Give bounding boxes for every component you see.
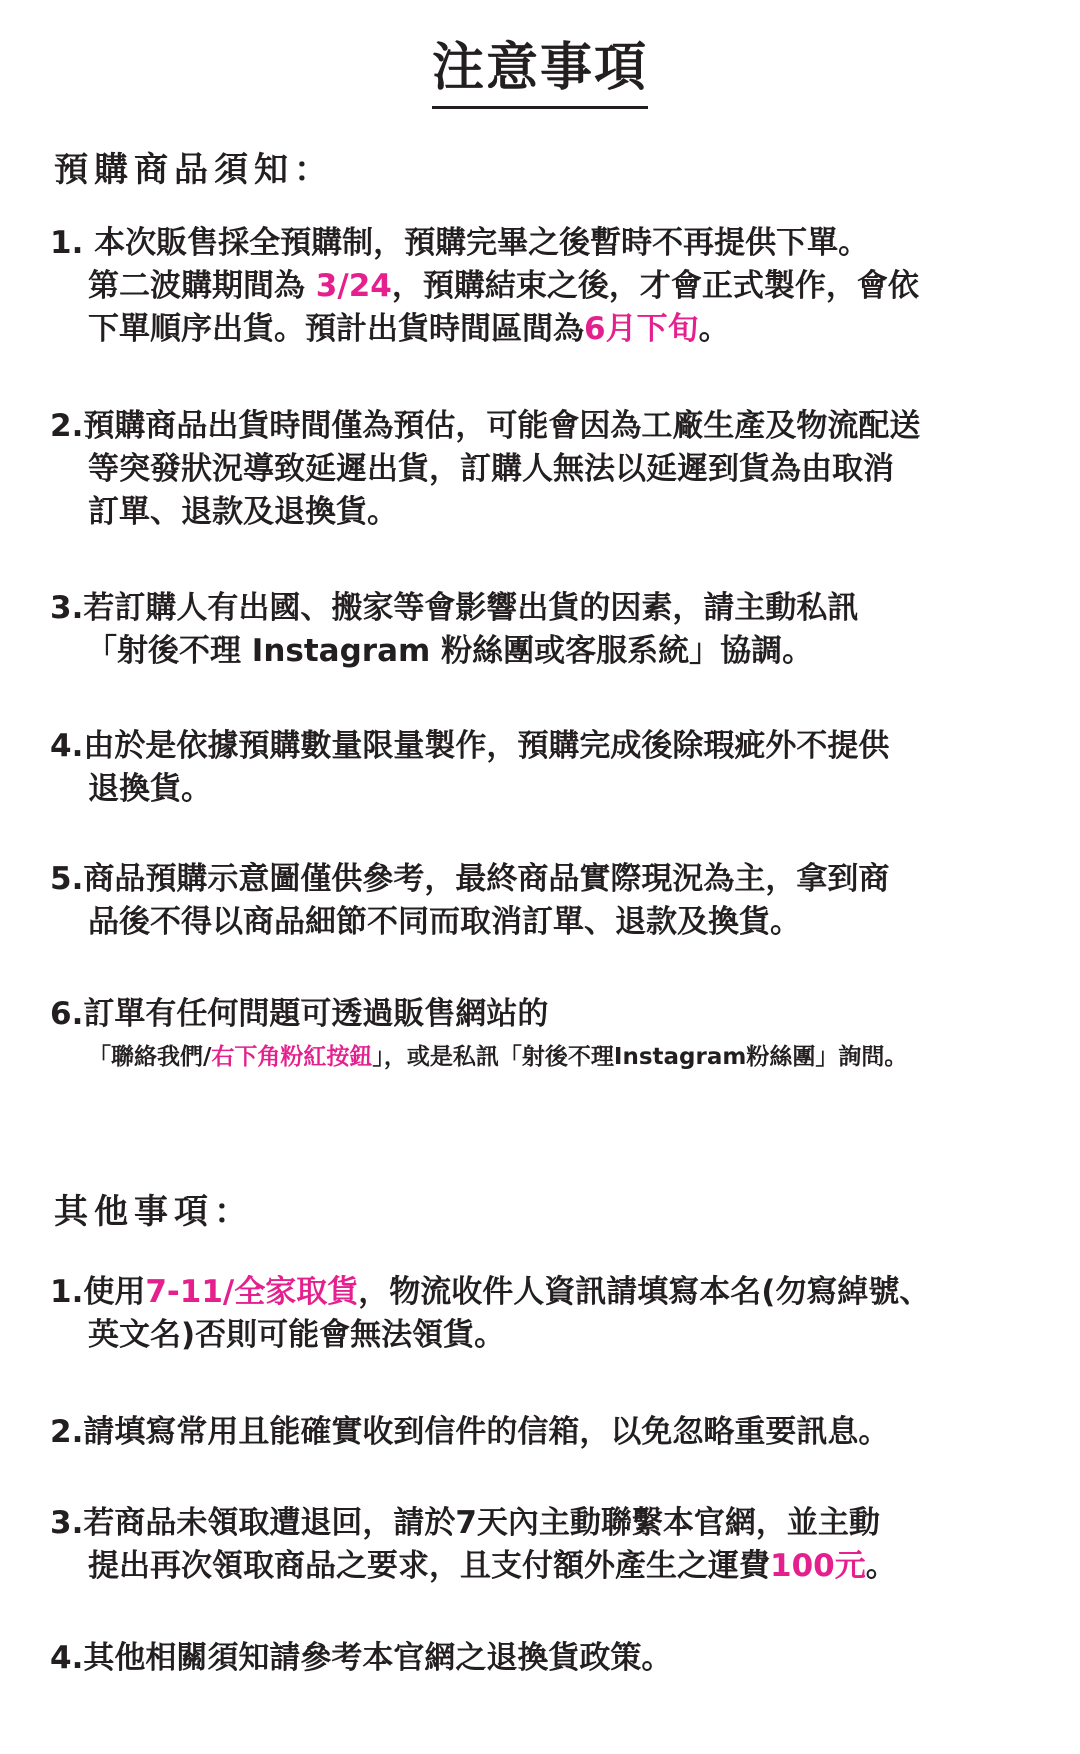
other-item-4 — [50, 1637, 1035, 1680]
item-line: 訂單、退款及退換貨。 — [88, 494, 398, 530]
item-line: 等突發狀況導致延遲出貨，訂購人無法以延遲到貨為由取消 — [88, 451, 894, 487]
highlight-pink-button: 右下角粉紅按鈕 — [211, 1044, 373, 1070]
item-line: 6.訂單有任何問題可透過販售網站的 — [50, 996, 549, 1032]
item-line: 英文名)否則可能會無法領貨。 — [88, 1317, 506, 1353]
other-item-2 — [50, 1411, 1035, 1454]
preorder-item-6 — [50, 993, 1035, 1079]
item-line: 2.預購商品出貨時間僅為預估，可能會因為工廠生產及物流配送 — [50, 408, 921, 444]
section-heading-preorder: 預購商品須知： — [54, 150, 334, 190]
item-line: 「聯絡我們/右下角粉紅按鈕」，或是私訊「射後不理Instagram粉絲團」詢問。 — [88, 1044, 908, 1070]
item-line: 1.使用7-11/全家取貨，物流收件人資訊請填寫本名(勿寫綽號、 — [50, 1274, 931, 1310]
page-title — [0, 34, 1080, 109]
preorder-item-4 — [50, 725, 1035, 811]
item-line: 下單順序出貨。預計出貨時間區間為6月下旬。 — [88, 311, 730, 347]
preorder-item-5 — [50, 858, 1035, 944]
item-line: 2.請填寫常用且能確實收到信件的信箱，以免忽略重要訊息。 — [50, 1414, 890, 1450]
item-line: 退換貨。 — [88, 771, 212, 807]
section-heading-other: 其他事項： — [54, 1192, 254, 1232]
item-line: 4.其他相關須知請參考本官網之退換貨政策。 — [50, 1640, 673, 1676]
item-line: 品後不得以商品細節不同而取消訂單、退款及換貨。 — [88, 904, 801, 940]
other-item-3 — [50, 1502, 1035, 1588]
highlight-fee: 100元 — [770, 1548, 866, 1584]
item-line: 3.若訂購人有出國、搬家等會影響出貨的因素，請主動私訊 — [50, 590, 859, 626]
item-line: 4.由於是依據預購數量限量製作，預購完成後除瑕疵外不提供 — [50, 728, 890, 764]
item-line: 3.若商品未領取遭退回，請於7天內主動聯繫本官網，並主動 — [50, 1505, 880, 1541]
preorder-item-1 — [50, 222, 1035, 351]
preorder-item-2 — [50, 405, 1035, 534]
page-title-text: 注意事項 — [432, 34, 648, 109]
highlight-date: 3/24 — [315, 268, 392, 304]
preorder-item-3 — [50, 587, 1035, 673]
highlight-pickup: 7-11/全家取貨 — [145, 1274, 359, 1310]
other-item-1 — [50, 1271, 1035, 1357]
item-line: 「射後不理 Instagram 粉絲團或客服系統」協調。 — [86, 633, 814, 669]
item-line: 第二波購期間為 3/24，預購結束之後，才會正式製作，會依 — [88, 268, 919, 304]
item-line: 5.商品預購示意圖僅供參考，最終商品實際現況為主，拿到商 — [50, 861, 890, 897]
item-line: 1. 本次販售採全預購制，預購完畢之後暫時不再提供下單。 — [50, 225, 870, 261]
item-line: 提出再次領取商品之要求，且支付額外產生之運費100元。 — [88, 1548, 897, 1584]
highlight-ship-time: 6月下旬 — [584, 311, 699, 347]
